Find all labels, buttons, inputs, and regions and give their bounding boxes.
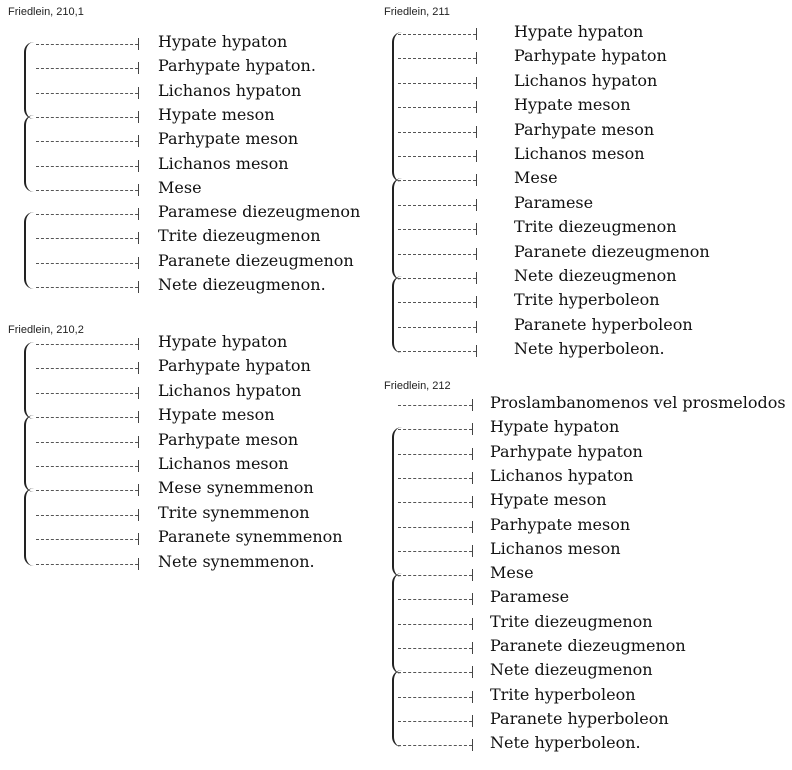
string-tick	[138, 257, 139, 269]
string-name-label: Lichanos hypaton	[514, 70, 658, 90]
string-line	[36, 117, 138, 118]
string-tick	[476, 28, 477, 40]
string-line	[36, 263, 138, 264]
string-line	[398, 83, 476, 84]
string-tick	[138, 411, 139, 423]
string-tick	[472, 448, 473, 460]
string-tick	[476, 296, 477, 308]
string-line	[36, 490, 138, 491]
string-name-label: Lichanos hypaton	[158, 380, 302, 400]
string-line	[36, 141, 138, 142]
string-line	[398, 624, 472, 625]
string-tick	[138, 111, 139, 123]
string-line	[36, 166, 138, 167]
string-line	[398, 58, 476, 59]
tetrachord-brace	[24, 115, 34, 192]
string-tick	[138, 38, 139, 50]
string-tick	[138, 281, 139, 293]
string-line	[36, 564, 138, 565]
string-name-label: Paranete hyperboleon	[490, 708, 669, 728]
tetrachord-brace	[24, 415, 34, 492]
string-name-label: Paramese	[490, 587, 570, 607]
string-tick	[138, 208, 139, 220]
tetrachord-brace	[392, 573, 402, 674]
string-name-label: Hypate hypaton	[158, 32, 288, 51]
string-line	[398, 745, 472, 746]
string-name-label: Hypate meson	[514, 95, 631, 115]
string-name-label: Parhypate hypaton.	[158, 56, 316, 76]
string-name-label: Trite hyperboleon	[514, 290, 660, 310]
string-name-label: Lichanos meson	[158, 454, 289, 473]
string-tick	[138, 509, 139, 521]
string-line	[398, 34, 476, 35]
string-line	[398, 478, 472, 479]
string-line	[398, 327, 476, 328]
string-line	[398, 527, 472, 528]
string-line	[398, 278, 476, 279]
string-tick	[138, 436, 139, 448]
string-tick	[472, 569, 473, 581]
string-name-label: Parhypate meson	[514, 119, 655, 139]
string-line	[398, 107, 476, 108]
string-name-label: Nete diezeugmenon	[514, 266, 677, 285]
string-name-label: Lichanos meson	[514, 144, 645, 163]
string-name-label: Hypate hypaton	[158, 332, 288, 351]
string-tick	[476, 345, 477, 357]
string-line	[398, 672, 472, 673]
string-tick	[138, 160, 139, 172]
tetrachord-brace	[24, 42, 34, 119]
string-name-label: Hypate hypaton	[490, 417, 620, 437]
string-line	[36, 368, 138, 369]
string-line	[398, 454, 472, 455]
tetrachord-brace	[392, 427, 402, 577]
string-tick	[476, 199, 477, 211]
string-tick	[138, 460, 139, 472]
string-name-label: Paranete diezeugmenon	[490, 636, 686, 655]
string-name-label: Lichanos meson	[490, 538, 621, 558]
panel-3-caption: Friedlein, 211	[384, 6, 450, 18]
string-tick	[138, 338, 139, 350]
string-line	[398, 551, 472, 552]
string-tick	[476, 126, 477, 138]
panel-1-caption: Friedlein, 210,1	[8, 6, 84, 18]
string-line	[36, 238, 138, 239]
tetrachord-brace	[24, 488, 34, 565]
tetrachord-brace	[24, 342, 34, 419]
string-name-label: Hypate meson	[158, 104, 275, 124]
string-tick	[476, 223, 477, 235]
string-line	[36, 68, 138, 69]
string-line	[398, 205, 476, 206]
tetrachord-brace	[392, 670, 402, 747]
string-line	[398, 351, 476, 352]
string-line	[398, 575, 472, 576]
string-tick	[472, 593, 473, 605]
string-name-label: Nete synemmenon.	[158, 551, 315, 571]
string-name-label: Parhypate hypaton	[514, 46, 667, 66]
string-line	[36, 442, 138, 443]
string-line	[36, 466, 138, 467]
string-name-label: Trite diezeugmenon	[490, 611, 653, 631]
string-name-label: Hypate hypaton	[514, 22, 644, 41]
string-line	[398, 302, 476, 303]
string-tick	[476, 174, 477, 186]
string-name-label: Paranete synemmenon	[158, 527, 343, 547]
string-tick	[476, 52, 477, 64]
string-name-label: Trite diezeugmenon	[514, 217, 677, 237]
string-tick	[472, 739, 473, 751]
string-tick	[472, 666, 473, 678]
string-name-label: Parhypate hypaton	[490, 441, 643, 461]
panel-2-caption: Friedlein, 210,2	[8, 324, 84, 336]
string-name-label: Nete diezeugmenon.	[158, 275, 326, 294]
string-name-label: Trite synemmenon	[158, 502, 310, 522]
string-line	[36, 515, 138, 516]
string-name-label: Nete hyperboleon.	[514, 339, 665, 359]
string-line	[398, 156, 476, 157]
string-name-label: Parhypate meson	[158, 429, 299, 449]
tetrachord-brace	[392, 276, 402, 353]
string-tick	[138, 362, 139, 374]
string-tick	[138, 533, 139, 545]
string-line	[398, 429, 472, 430]
string-tick	[138, 484, 139, 496]
string-line	[398, 502, 472, 503]
string-tick	[138, 184, 139, 196]
tetrachord-brace	[392, 32, 402, 182]
panel-4-caption: Friedlein, 212	[384, 380, 451, 392]
string-tick	[472, 691, 473, 703]
string-name-label: Parhypate meson	[490, 514, 631, 534]
string-tick	[472, 423, 473, 435]
string-name-label: Paramese	[514, 192, 594, 212]
string-line	[36, 190, 138, 191]
string-name-label: Mese synemmenon	[158, 478, 314, 498]
string-tick	[476, 101, 477, 113]
string-line	[36, 287, 138, 288]
string-line	[36, 417, 138, 418]
string-name-label: Paranete hyperboleon	[514, 314, 693, 334]
string-name-label: Hypate meson	[158, 405, 275, 425]
string-line	[36, 393, 138, 394]
string-tick	[138, 558, 139, 570]
string-name-label: Mese	[514, 168, 558, 188]
string-name-label: Nete diezeugmenon	[490, 660, 653, 680]
string-name-label: Paramese diezeugmenon	[158, 202, 361, 222]
string-tick	[472, 472, 473, 484]
string-tick	[138, 387, 139, 399]
string-name-label: Parhypate meson	[158, 129, 299, 149]
string-line	[398, 180, 476, 181]
string-tick	[472, 545, 473, 557]
string-line	[398, 132, 476, 133]
string-line	[36, 539, 138, 540]
string-line	[398, 697, 472, 698]
string-tick	[476, 248, 477, 260]
string-tick	[476, 77, 477, 89]
string-line	[398, 229, 476, 230]
string-tick	[472, 399, 473, 411]
string-name-label: Paranete diezeugmenon	[158, 250, 354, 270]
string-name-label: Paranete diezeugmenon	[514, 241, 710, 261]
tetrachord-brace	[24, 212, 34, 289]
string-tick	[472, 642, 473, 654]
string-tick	[472, 521, 473, 533]
string-name-label: Nete hyperboleon.	[490, 733, 641, 753]
string-name-label: Lichanos meson	[158, 153, 289, 173]
string-line	[36, 44, 138, 45]
string-tick	[476, 150, 477, 162]
string-tick	[138, 62, 139, 74]
string-name-label: Mese	[490, 563, 534, 583]
string-line	[398, 405, 472, 406]
string-name-label: Trite hyperboleon	[490, 684, 636, 704]
string-name-label: Hypate meson	[490, 490, 607, 510]
string-tick	[472, 715, 473, 727]
string-name-label: Lichanos hypaton	[158, 80, 302, 100]
string-line	[398, 721, 472, 722]
tetrachord-brace	[392, 178, 402, 280]
string-line	[36, 344, 138, 345]
string-name-label: Proslambanomenos vel prosmelodos	[490, 393, 786, 412]
string-line	[398, 648, 472, 649]
string-name-label: Lichanos hypaton	[490, 465, 634, 485]
string-tick	[472, 618, 473, 630]
string-name-label: Parhypate hypaton	[158, 356, 311, 376]
string-tick	[138, 135, 139, 147]
string-line	[398, 599, 472, 600]
string-line	[36, 214, 138, 215]
string-name-label: Mese	[158, 177, 202, 197]
string-tick	[138, 232, 139, 244]
string-name-label: Trite diezeugmenon	[158, 226, 321, 246]
string-line	[36, 93, 138, 94]
string-tick	[472, 496, 473, 508]
string-tick	[476, 321, 477, 333]
string-tick	[476, 272, 477, 284]
string-tick	[138, 87, 139, 99]
string-line	[398, 254, 476, 255]
